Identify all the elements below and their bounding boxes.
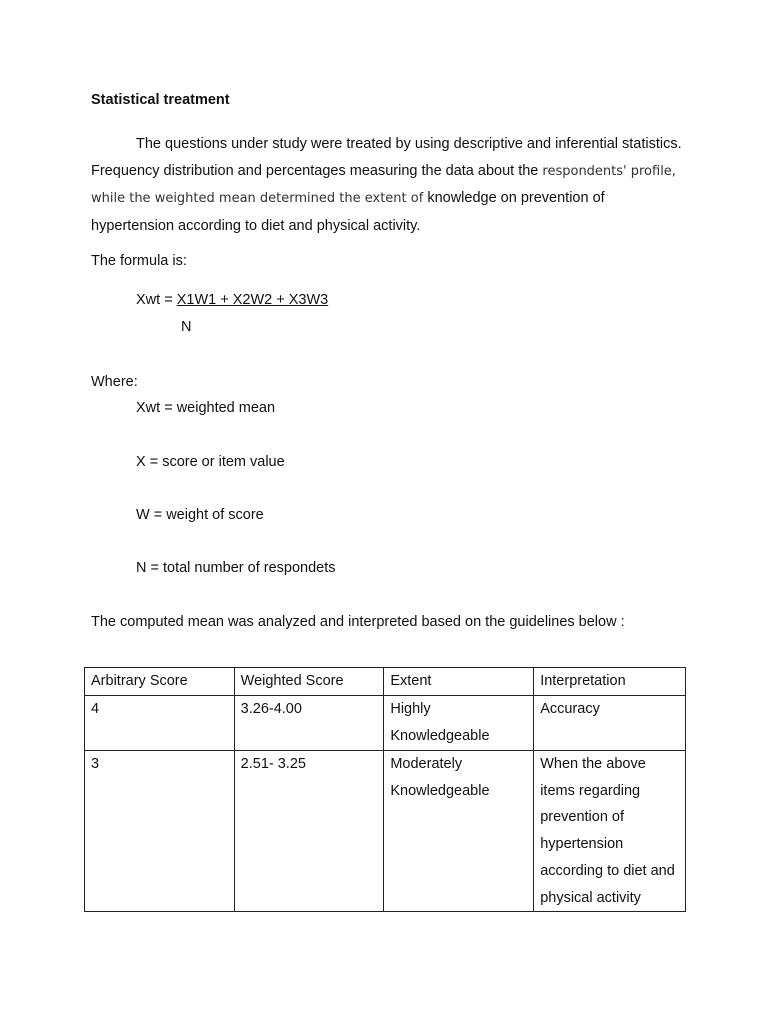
guidelines-table [84,667,686,912]
where-label: Where: [91,374,138,390]
table-cell: 2.51- 3.25 [234,751,384,912]
header-extent: Extent [384,668,534,696]
table-cell: 3.26-4.00 [234,696,384,751]
formula-lhs: Xwt = [136,292,177,308]
table-cell: Highly Knowledgeable [384,696,534,751]
table-row [85,696,686,751]
intro-paragraph [91,131,691,239]
table-cell: Accuracy [534,696,686,751]
table-cell: 4 [85,696,235,751]
table-row [85,751,686,912]
table-header-row [85,668,686,696]
definition-n: N = total number of respondets [136,560,336,576]
guidelines-intro: The computed mean was analyzed and interpreted based on the guidelines below : [91,614,625,630]
paragraph-part-2: respondents' profile, while the weighted mean determined the extent of [91,163,676,206]
definition-x: X = score or item value [136,454,285,470]
header-arbitrary-score: Arbitrary Score [85,668,235,696]
definition-w: W = weight of score [136,507,264,523]
paragraph-part-3: knowledge on prevention of hypertension according to diet and physical activity. [91,190,605,234]
definition-xwt: Xwt = weighted mean [136,400,276,416]
section-heading: Statistical treatment [91,92,230,108]
table-cell: Moderately Knowledgeable [384,751,534,912]
formula-denominator: N [181,319,192,335]
formula-intro: The formula is: [91,253,187,269]
formula-numerator: X1W1 + X2W2 + X3W3 [176,292,329,308]
formula-numerator-line [136,292,328,308]
header-weighted-score: Weighted Score [234,668,384,696]
paragraph-part-1: The questions under study were treated by using descriptive and inferential statistics. Frequency distribution and percentages measuring the data about the [91,136,682,179]
header-interpretation: Interpretation [534,668,686,696]
table-cell: When the above items regarding prevention of hypertension according to diet and physical activity [534,751,686,912]
table-cell: 3 [85,751,235,912]
